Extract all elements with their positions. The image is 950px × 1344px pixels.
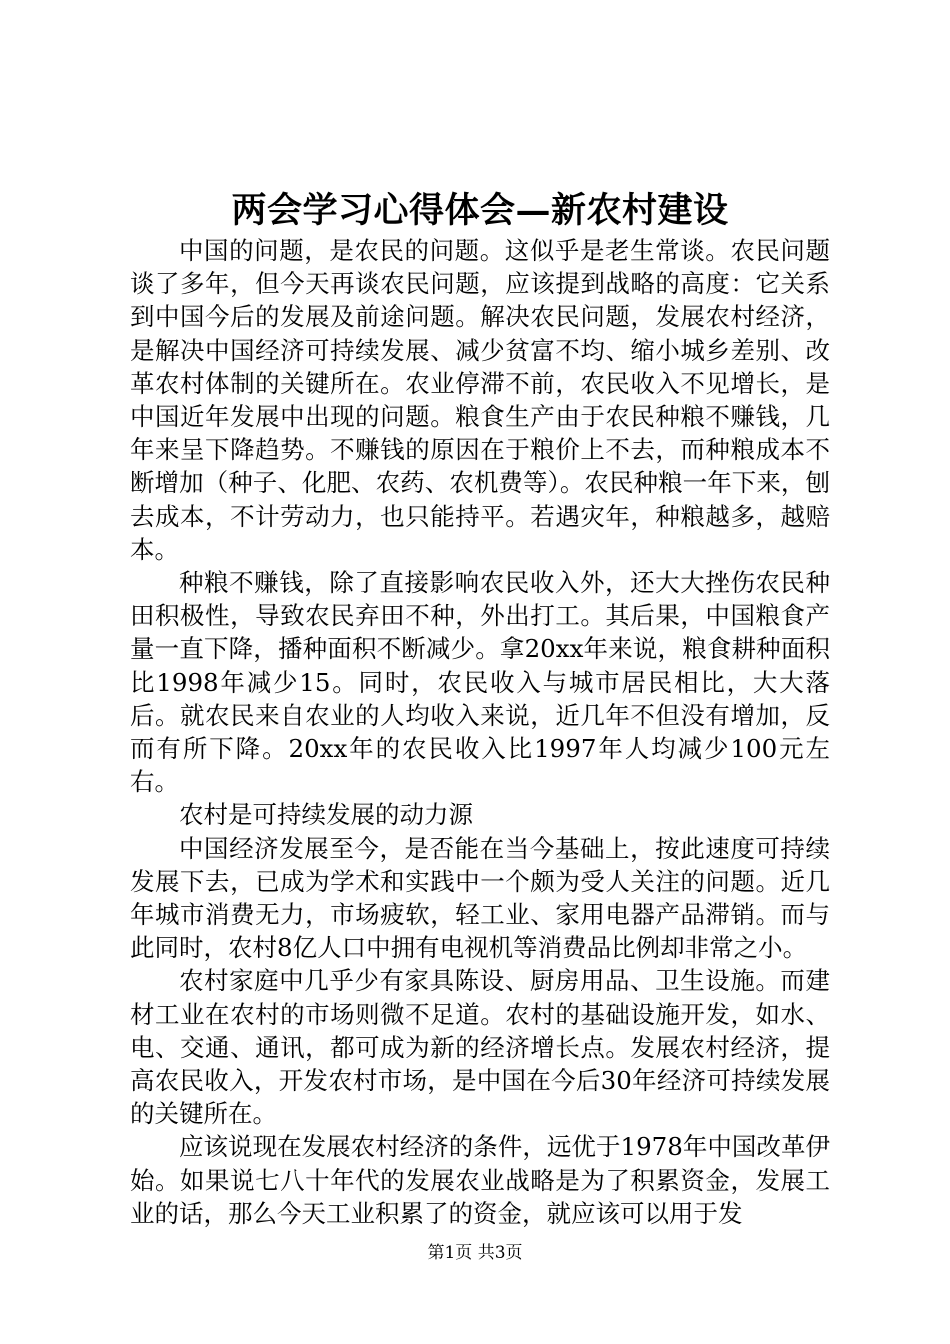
document-title: 两会学习心得体会—新农村建设 (231, 190, 729, 231)
paragraph-1: 中国的问题，是农民的问题。这似乎是老生常谈。农民问题谈了多年，但今天再谈农民问题，应该提到战略的高度：它关系到中国今后的发展及前途问题。解决农民问题，发展农村经济，是解决中国经济可持续发展、减少贫富不均、缩小城乡差别、改革农村体制的关键所在。农业停滞不前，农民收入不见增长，是中国近年发展中出现的问题。粮食生产由于农民种粮不赚钱，几年来呈下降趋势。不赚钱的原因在于粮价上不去，而种粮成本不断增加（种子、化肥、农药、农机费等）。农民种粮一年下来，刨去成本，不计劳动力，也只能持平。若遇灾年，种粮越多，越赔本。 (130, 236, 830, 564)
section-heading: 农村是可持续发展的动力源 (179, 800, 473, 830)
document-page (130, 188, 830, 1230)
paragraph-4: 农村家庭中几乎少有家具陈设、厨房用品、卫生设施。而建材工业在农村的市场则微不足道。农村的基础设施开发，如水、电、交通、通讯，都可成为新的经济增长点。发展农村经济，提高农民收入，开发农村市场，是中国在今后30年经济可持续发展的关键所在。 (130, 966, 830, 1129)
paragraph-3: 中国经济发展至今，是否能在当今基础上，按此速度可持续发展下去，已成为学术和实践中一个颇为受人关注的问题。近几年城市消费无力，市场疲软，轻工业、家用电器产品滞销。而与此同时，农村8亿人口中拥有电视机等消费品比例却非常之小。 (130, 833, 830, 963)
document-body (130, 234, 830, 1230)
paragraph-2: 种粮不赚钱，除了直接影响农民收入外，还大大挫伤农民种田积极性，导致农民弃田不种，外出打工。其后果，中国粮食产量一直下降，播种面积不断减少。拿20xx年来说，粮食耕种面积比1998年减少15。同时，农民收入与城市居民相比，大大落后。就农民来自农业的人均收入来说，近几年不但没有增加，反而有所下降。20xx年的农民收入比1997年人均减少100元左右。 (130, 568, 830, 797)
paragraph-5: 应该说现在发展农村经济的条件，远优于1978年中国改革伊始。如果说七八十年代的发展农业战略是为了积累资金，发展工业的话，那么今天工业积累了的资金，就应该可以用于发 (130, 1132, 830, 1228)
page-number-footer: 第1页 共3页 (427, 1243, 523, 1263)
